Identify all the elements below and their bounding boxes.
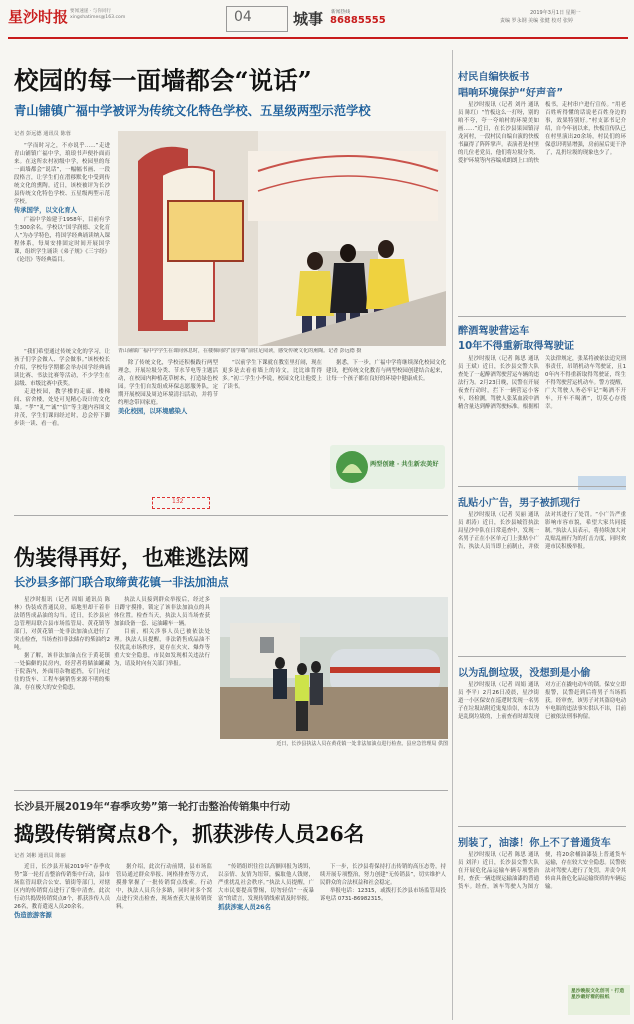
brief-title: 乱贴小广告，男子被抓现行 — [458, 498, 581, 509]
page-number: 04 — [234, 9, 252, 25]
body-column-4: 据悉，下一步，广福中学将继续深化校园文化建设，把传统文化教育与两型校园创建结合起来，让每一个孩子都在良好的环境中健康成长。 — [326, 360, 446, 382]
brief-body: 星沙时报讯（记者 陈思 通讯员 刘洋）近日，长沙县交警大队在开展危化品运输车辆专项整治时，查获一辆违规运输油漆的普通货车。经查，该车驾驶人为图方便，将20余桶油漆装上普通货车运输，存在较大安全隐患。民警依法对驾驶人进行了处罚，并责令其转由具备危化品运输资质的车辆运输。 — [458, 852, 626, 890]
kicker: 长沙县开展2019年“春季攻势”第一轮打击整治传销集中行动 — [14, 802, 291, 813]
headline: 校园的每一面墙都会“说话” — [14, 66, 312, 95]
brief-title: 10年不得重新取得驾驶证 — [458, 341, 575, 352]
body-column-1: 近日，长沙县开展2019年“春季攻势”第一轮打击整治传销集中行动，县市场监管局联合公安、镇街等部门，对辖区内的传销窝点进行了集中清查。此次行动共捣毁传销窝点8个，抓获涉传人员26名，教育遣返人员20余名。 伪造旅游客源 — [14, 864, 110, 919]
campaign-badge-text: 两型创建 · 共生新农美好 — [370, 461, 439, 468]
campaign-badge — [330, 445, 445, 489]
ornament — [578, 476, 626, 490]
section-heading: 传承国学，以文化育人 — [14, 207, 77, 214]
editorial-marker: 132 — [172, 498, 184, 505]
section-heading: 美化校园，以环境感染人 — [118, 408, 188, 415]
divider — [458, 656, 626, 657]
brief-title: 以为乱倒垃圾，没想到是小偷 — [458, 668, 591, 679]
subheadline: 长沙县多部门联合取缔黄花镇一非法加油点 — [14, 576, 229, 589]
photo-caption: 青山铺镇广福中学学生在课间休息时，在楼梯间的“国学墙”前驻足阅读，感受传统文化的熏陶。记者 彭远德 摄 — [118, 348, 362, 354]
section-name: 城事 — [293, 10, 324, 28]
newspaper-logo: 星沙时报 — [8, 8, 69, 26]
photo-caption: 近日，长沙县执法人员在黄花镇一处非法加油点进行检查。县应急管理局 供图 — [276, 741, 448, 747]
divider — [14, 790, 448, 791]
subheadline: 青山铺镇广福中学被评为传统文化特色学校、五星级两型示范学校 — [14, 104, 371, 118]
body-column-3: “传销组织往往以高额回报为诱饵，以亲情、友情为纽带，骗取他人钱财，严重扰乱社会秩序。”执法人员提醒，广大市民要提高警惕，切勿轻信“一夜暴富”的谎言，发现传销线索请及时举报。 抓获涉案人员26名 — [218, 864, 314, 911]
body-column-4: 下一步，长沙县将保持打击传销的高压态势，持续开展专项整治，努力创建“无传销县”，切实维护人民群众的合法权益和社会稳定。 举报电话：12315，或拨打长沙县市场监管局投诉电话 0731-86982315。 — [320, 864, 446, 902]
body-column-2: 除了传统文化，学校还积极践行两型理念，开展垃圾分类、节水节电等主题活动，在校园内种植花草树木，打造绿色校园。学生们自发组成环保志愿服务队，定期开展校园及周边环境清扫活动，并将节约理念带回家庭。 美化校园，以环境感染人 — [118, 360, 218, 415]
brief-body: 星沙时报讯（记者 刘丹 通讯员 陈红）“竹板这么一打呀，别的咱不夸，夸一夸咱村的环境美如画……”近日，在长沙县果园镇浔龙河村，一段村民自编自演的快板书赢得了阵阵掌声。表演者是村里的几位老党员，他们将垃圾分类、爱护环境等内容编成朗朗上口的快板书，走村串户进行宣传。“用老百姓听得懂的话说老百姓身边的事，效果特别好。”村支部书记介绍，自今年初以来，快板宣传队已在村里演出20余场，村民们的环保意识明显增强，房前屋后更干净了，乱扔垃圾的现象也少了。 — [458, 102, 626, 164]
brief-body: 星沙时报讯（记者 陈思 通讯员 王斌）近日，长沙县交警大队查处了一起醉酒驾驶营运车辆的违法行为。2月23日晚，民警在开展夜查行动时，拦下一辆营运小客车，经检测，驾驶人张某血液中酒精含量达到醉酒驾驶标准。根据相关法律规定，张某将被依法追究刑事责任，吊销机动车驾驶证，且10年内不得重新取得驾驶证，终生不得驾驶营运机动车。警方提醒，广大驾驶人务必牢记“喝酒不开车，开车不喝酒”，切莫心存侥幸。 — [458, 356, 626, 410]
body-column-2: 据介绍，此次行动前期，县市场监管局通过群众举报、网格排查等方式，摸排掌握了一批传销窝点线索。行动中，执法人员兵分多路，同时对多个窝点进行突击检查，现场查获大量传销资料。 — [116, 864, 212, 910]
body-column-1: “学而时习之，不亦说乎……”走进青山铺镇广福中学，琅琅书声便扑面而来。在这所农村初级中学，校园里的每一面墙都会“说话”，一幅幅书画、一段段格言，让学生们在潜移默化中受到传统文化的熏陶。近日，该校被评为长沙县传统文化特色学校、五星级两型示范学校。 传承国学，以文化育人 广福中学始建于1958年，目前有学生300余名。学校以“国学润德、文化育人”为办学特色，将国学经典诵读纳入课程体系，每周安排固定时间开展国学课，组织学生诵读《弟子规》《三字经》《论语》等经典篇目。 — [14, 143, 110, 263]
divider — [14, 515, 448, 516]
footer-badge-text: 星沙晚报文化创刊 · 打造星沙最好看的报纸 — [571, 989, 625, 1000]
brief-title: 别装了，油漆！你上不了普通货车 — [458, 838, 611, 849]
brief-title: 唱响环境保护“好声音” — [458, 88, 564, 99]
editor-credit: 责编 罗永钢 美编 张健 校对 张婷 — [500, 18, 573, 24]
column-divider — [452, 50, 453, 1020]
body-column-1b: “我们希望通过传统文化的学习，让孩子们学会做人、学会做事。”该校校长介绍，学校每学期都会举办国学经典诵读比赛、书法比赛等活动，不少学生在县级、市级比赛中获奖。 走进校园，教学楼的走廊、楼梯间、宿舍楼，处处可见精心设计的文化墙。“孝”“礼”“诚”“信”等主题内容图文并茂，学生们课间经过时，总会停下脚步读一读、看一看。 — [14, 349, 110, 427]
issue-date: 2019年3月1日 星期一 — [530, 10, 581, 16]
divider — [458, 316, 626, 317]
section-heading: 伪造旅游客源 — [14, 912, 52, 919]
logo-subline-2: xingshatimes@163.com — [70, 15, 126, 20]
divider — [458, 826, 626, 827]
inspection-photo — [220, 597, 448, 739]
body-column-3: “以前学生下课就在教室里打闹，现在更多是去看看墙上的诗文，比比谁背得多。”初二学生小李说，校园文化让他爱上了读书。 — [222, 360, 322, 390]
headline: 伪装得再好，也难逃法网 — [14, 546, 250, 571]
body-column-1: 星沙时报讯（记者 周娟 通讯员 陈林）伪装成普通民房，暗地里却干着非法销售成品油的勾当。近日，长沙县应急管理局联合县市场监管局、黄花镇等部门，对黄花镇一处非法加油点进行了突击检查，当场查扣非法储存的柴油约2吨。 据了解，该非法加油点位于黄花镇一处偏僻的民房内，经营者将储油罐藏于院落内，外面用杂物遮挡，专门向过往的货车、工程车辆销售来源不明的柴油，存在极大的安全隐患。 — [14, 597, 110, 691]
brief-body: 星沙时报讯（记者 吴丽 通讯员 胡涛）近日，长沙县城管执法局星沙中队在日常巡查中，发现一名男子正在小区单元门上张贴小广告，执法人员当即上前制止，并依法对其进行了处罚。“小广告严重影响市容市貌，希望大家共同抵制。”执法人员表示，将持续加大对乱贴乱画行为的打击力度，同时欢迎市民积极举报。 — [458, 512, 626, 550]
brief-title: 村民自编快板书 — [458, 72, 530, 83]
body-column-2: 执法人员接到群众举报后，经过多日蹲守摸排，锁定了该非法加油点的具体位置。检查当天，执法人员当场查获加油设备一套、运油罐车一辆。 目前，相关涉事人员已被依法处理。执法人员提醒，非法销售成品油不仅扰乱市场秩序，更存在火灾、爆炸等重大安全隐患，市民如发现相关违法行为，请及时向有关部门举报。 — [114, 597, 210, 667]
brief-body: 星沙时报讯（记者 周娟 通讯员 李平）2月26日凌晨，星沙街道一小区保安在巡逻时发现一名男子在垃圾站附近鬼鬼祟祟，本以为是乱倒垃圾的，上前查看时却发现对方正在撬电动车的锁。保安立即报警，民警赶到后将男子当场抓获。经审查，该男子对其盗窃电动车电瓶的违法事实供认不讳，目前已被依法刑事拘留。 — [458, 682, 626, 720]
hotline-label: 新闻热线 — [331, 10, 351, 15]
hotline-number: 86885555 — [330, 15, 386, 26]
byline: 记者 彭远德 通讯员 陈蓉 — [14, 131, 71, 137]
divider — [458, 486, 626, 487]
footer-badge — [568, 985, 630, 1015]
section-heading: 抓获涉案人员26名 — [218, 904, 271, 911]
campus-wall-photo — [118, 131, 446, 346]
header-divider — [8, 37, 628, 39]
headline: 捣毁传销窝点8个，抓获涉传人员26名 — [14, 822, 365, 846]
byline: 记者 刘彬 通讯员 陈丽 — [14, 853, 66, 859]
logo-subline-1: 要闻速递 · 与你同行 — [70, 9, 112, 14]
masthead — [0, 0, 634, 42]
brief-title: 醉酒驾驶营运车 — [458, 326, 530, 337]
